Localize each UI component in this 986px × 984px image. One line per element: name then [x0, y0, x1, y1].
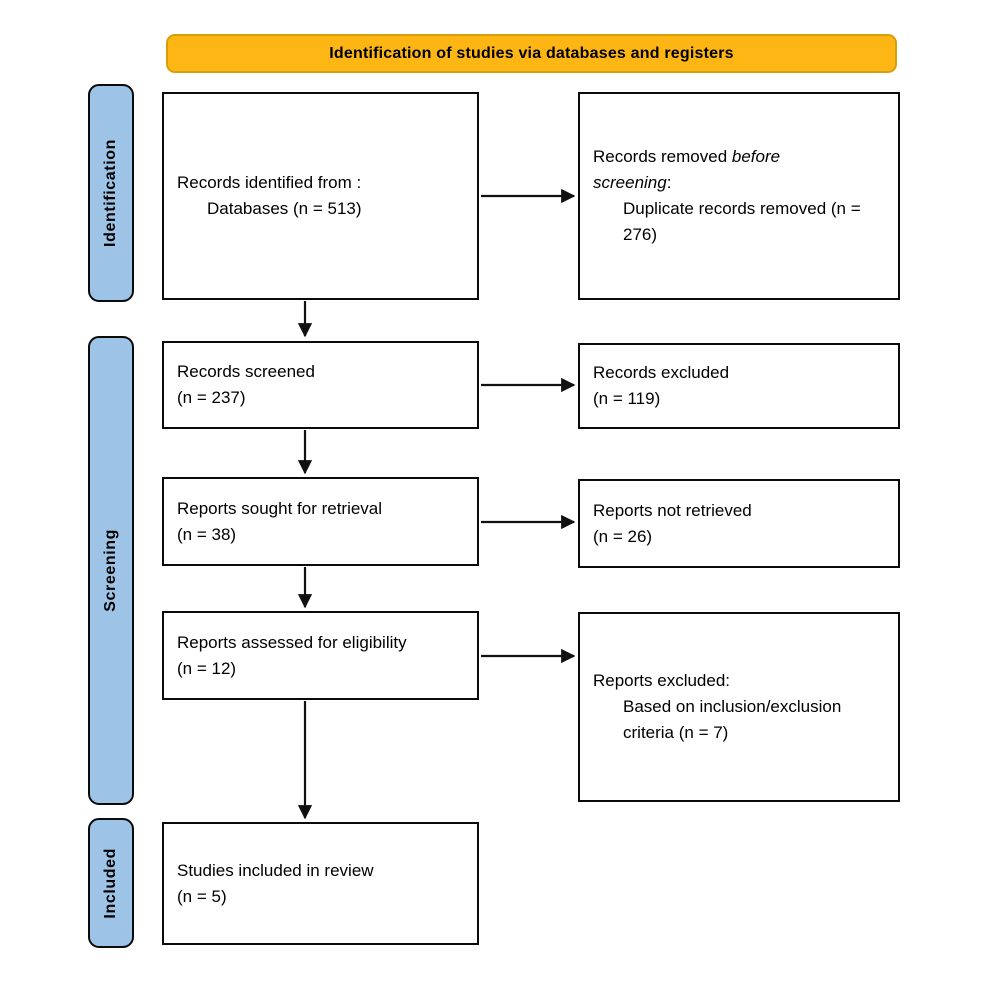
reports-excluded-label: Reports excluded:	[593, 671, 731, 690]
box-records-excluded	[578, 343, 900, 429]
box-reports-not-retrieved	[578, 479, 900, 568]
box-reports-excluded	[578, 612, 900, 802]
reports-not-retrieved-label: Reports not retrieved	[593, 500, 752, 520]
studies-included-label: Studies included in review	[177, 860, 374, 880]
records-excluded-count: (n = 119)	[593, 389, 661, 408]
box-studies-included	[162, 822, 479, 945]
records-removed-label-suffix: :	[666, 173, 672, 192]
box-records-screened	[162, 341, 479, 429]
stage-bar-identification	[88, 84, 134, 302]
banner-title-label: Identification of studies via databases and registers	[329, 44, 734, 62]
reports-not-retrieved-count: (n = 26)	[593, 526, 653, 546]
records-excluded-label: Records excluded	[593, 363, 730, 382]
banner-title	[166, 34, 897, 73]
studies-included-count: (n = 5)	[177, 886, 227, 906]
reports-excluded-detail: Based on inclusion/exclusion criteria (n = 7)	[623, 697, 842, 742]
stage-bar-screening	[88, 336, 134, 805]
records-removed-label	[593, 144, 850, 196]
stage-bar-included-label: Included	[102, 847, 119, 919]
box-records-identified	[162, 92, 479, 300]
records-identified-label: Records identified from :	[177, 173, 362, 192]
records-screened-count: (n = 237)	[177, 388, 246, 407]
reports-sought-label: Reports sought for retrieval	[177, 498, 383, 518]
stage-bar-identification-label: Identification	[102, 139, 119, 247]
stage-bar-included	[88, 818, 134, 948]
reports-sought-count: (n = 38)	[177, 524, 237, 544]
records-removed-detail: Duplicate records removed (n = 276)	[623, 199, 861, 244]
records-screened-label: Records screened	[177, 362, 315, 381]
box-reports-assessed	[162, 611, 479, 700]
box-reports-sought	[162, 477, 479, 566]
records-identified-count: Databases (n = 513)	[207, 199, 362, 218]
stage-bar-screening-label: Screening	[102, 529, 119, 612]
records-removed-label-italic: before screening	[593, 147, 781, 192]
box-records-removed	[578, 92, 900, 300]
reports-assessed-label: Reports assessed for eligibility	[177, 632, 407, 652]
records-removed-label-prefix: Records removed	[593, 147, 732, 166]
reports-assessed-count: (n = 12)	[177, 658, 237, 678]
